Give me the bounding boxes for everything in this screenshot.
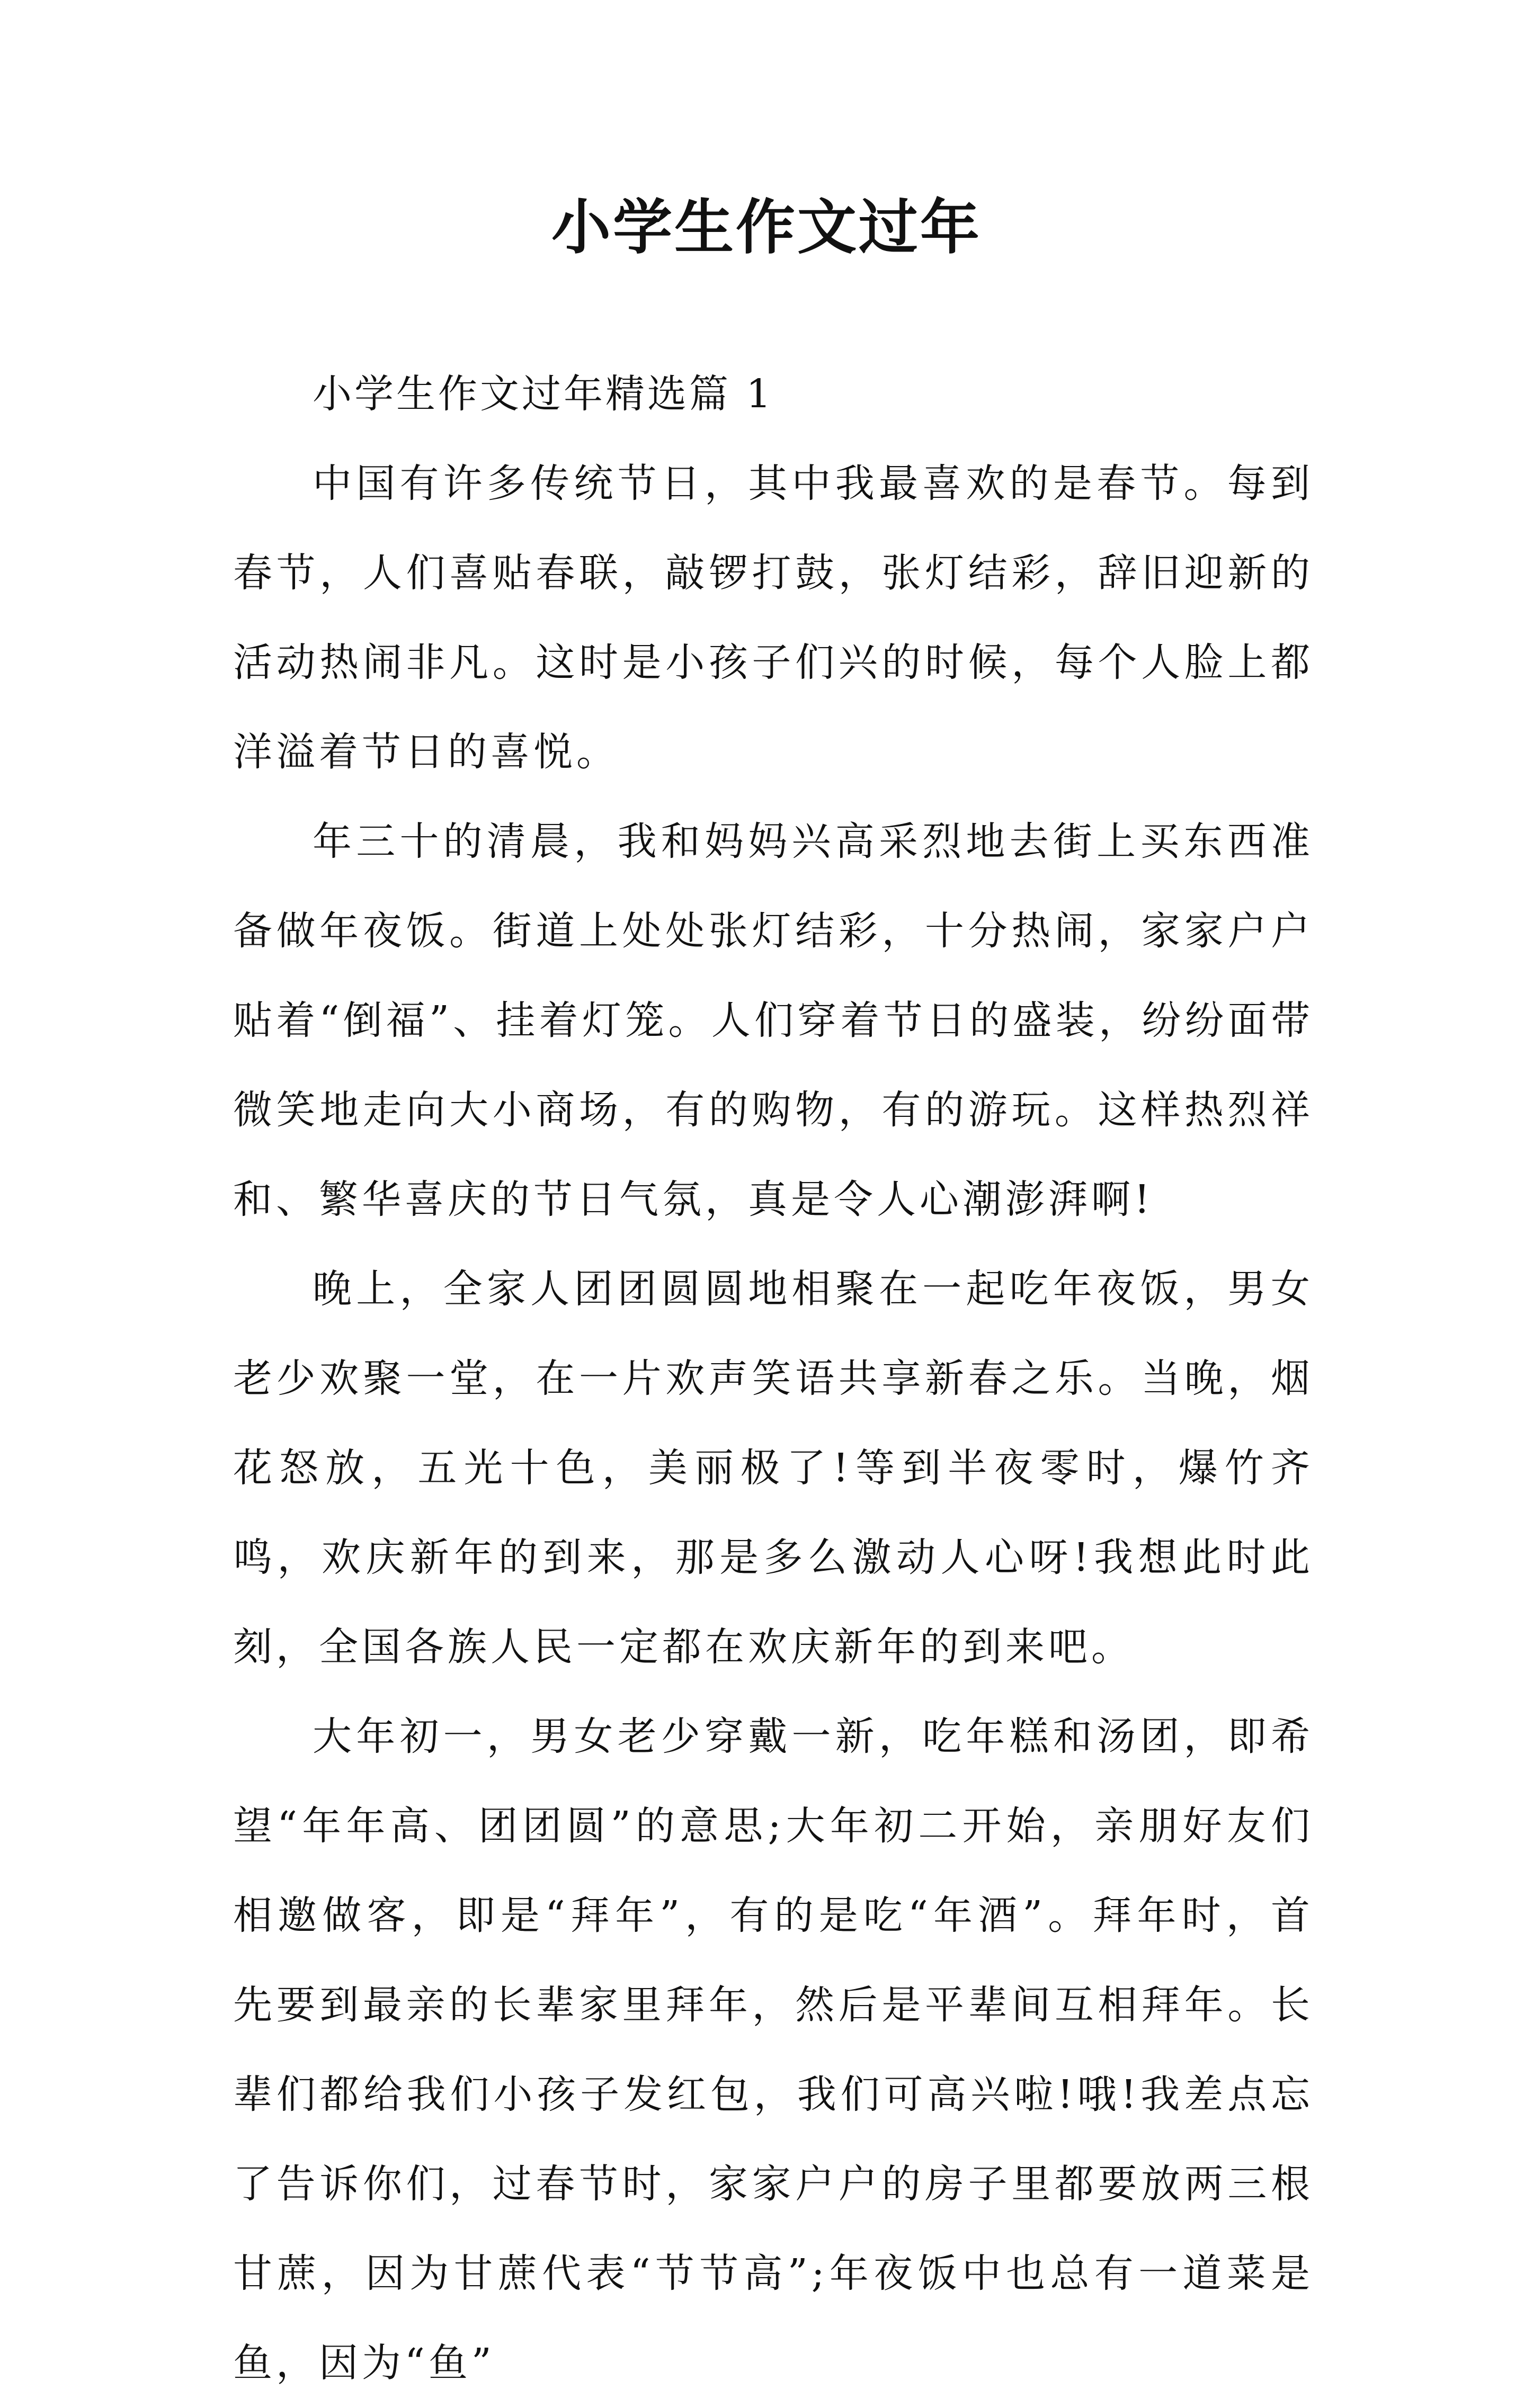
paragraph: 中国有许多传统节日，其中我最喜欢的是春节。每到春节，人们喜贴春联，敲锣打鼓，张灯结彩，辞旧迎新的活动热闹非凡。这时是小孩子们兴的时候，每个人脸上都洋溢着节日的喜悦。 — [233, 461, 1314, 775]
document-title: 小学生作文过年 — [551, 193, 982, 262]
section-heading: 小学生作文过年精选篇 1 — [313, 371, 774, 417]
paragraph: 晚上，全家人团团圆圆地相聚在一起吃年夜饭，男女老少欢聚一堂，在一片欢声笑语共享新春之乐。当晚，烟花怒放，五光十色，美丽极了!等到半夜零时，爆竹齐鸣，欢庆新年的到来，那是多么激动人心呀!我想此时此刻，全国各族人民一定都在欢庆新年的到来吧。 — [233, 1266, 1314, 1670]
document-body — [233, 350, 1314, 2408]
paragraph: 年三十的清晨，我和妈妈兴高采烈地去街上买东西准备做年夜饭。街道上处处张灯结彩，十分热闹，家家户户贴着“倒福”、挂着灯笼。人们穿着节日的盛装，纷纷面带微笑地走向大小商场，有的购物，有的游玩。这样热烈祥和、繁华喜庆的节日气氛，真是令人心潮澎湃啊! — [233, 819, 1314, 1222]
paragraph: 大年初一，男女老少穿戴一新，吃年糕和汤团，即希望“年年高、团团圆”的意思;大年初二开始，亲朋好友们相邀做客，即是“拜年”，有的是吃“年酒”。拜年时，首先要到最亲的长辈家里拜年，然后是平辈间互相拜年。长辈们都给我们小孩子发红包，我们可高兴啦!哦!我差点忘了告诉你们，过春节时，家家户户的房子里都要放两三根甘蔗，因为甘蔗代表“节节高”;年夜饭中也总有一道菜是鱼，因为“鱼” — [233, 1714, 1314, 2386]
